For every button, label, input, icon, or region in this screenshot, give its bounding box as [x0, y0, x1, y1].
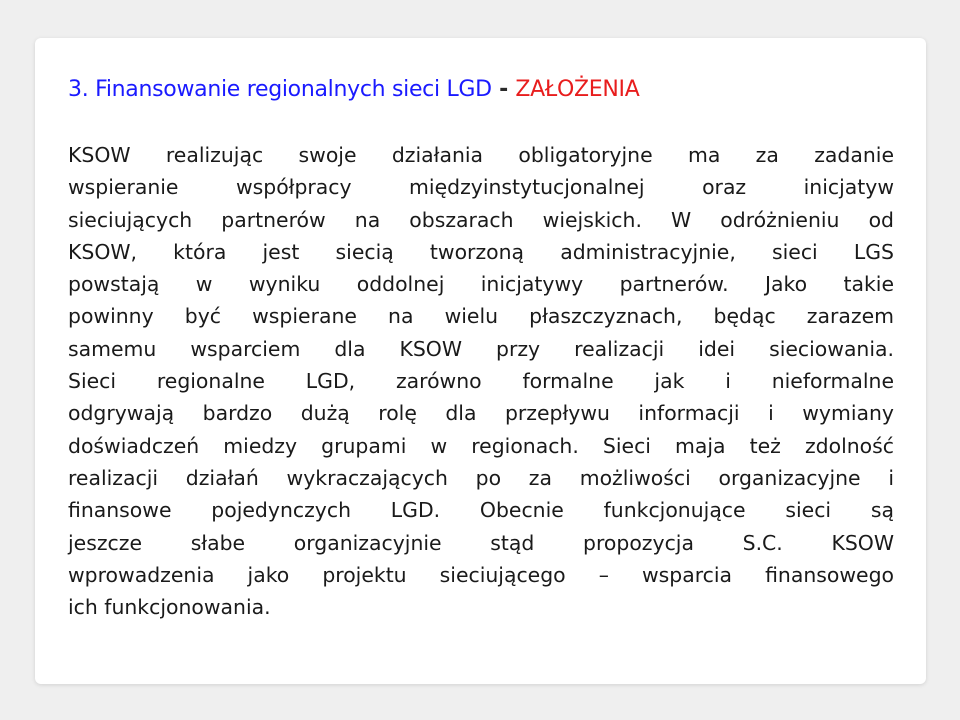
- body-line: ich funkcjonowania.: [68, 595, 271, 620]
- body-line: wspieranie współpracy międzyinstytucjonalnej oraz inicjatyw: [68, 175, 894, 200]
- body-line: Sieci regionalne LGD, zarówno formalne jak i nieformalne: [68, 369, 894, 394]
- body-line: KSOW, która jest siecią tworzoną administracyjnie, sieci LGS: [68, 239, 894, 264]
- body-line: powinny być wspierane na wielu płaszczyznach, będąc zarazem: [68, 304, 894, 329]
- slide-title-accent: ZAŁOŻENIA: [515, 77, 640, 102]
- body-line: KSOW realizując swoje działania obligatoryjne ma za zadanie: [68, 143, 894, 167]
- slide-title: [68, 74, 639, 106]
- body-line: jeszcze słabe organizacyjnie stąd propozycja S.C. KSOW: [68, 530, 894, 555]
- body-line: samemu wsparciem dla KSOW przy realizacji idei sieciowania.: [68, 336, 894, 361]
- body-line: finansowe pojedynczych LGD. Obecnie funkcjonujące sieci są: [68, 498, 894, 523]
- slide-body-text: [68, 139, 894, 623]
- body-line: realizacji działań wykraczających po za możliwości organizacyjne i: [68, 465, 894, 490]
- body-line: wprowadzenia jako projektu sieciującego – wsparcia finansowego: [68, 562, 894, 587]
- body-line: sieciujących partnerów na obszarach wiejskich. W odróżnieniu od: [68, 207, 894, 232]
- slide-title-main: 3. Finansowanie regionalnych sieci LGD: [68, 77, 492, 102]
- body-line: powstają w wyniku oddolnej inicjatywy partnerów. Jako takie: [68, 272, 894, 297]
- body-line: odgrywają bardzo dużą rolę dla przepływu informacji i wymiany: [68, 401, 894, 426]
- slide-title-separator: -: [491, 77, 516, 102]
- body-line: doświadczeń miedzy grupami w regionach. Sieci maja też zdolność: [68, 433, 894, 458]
